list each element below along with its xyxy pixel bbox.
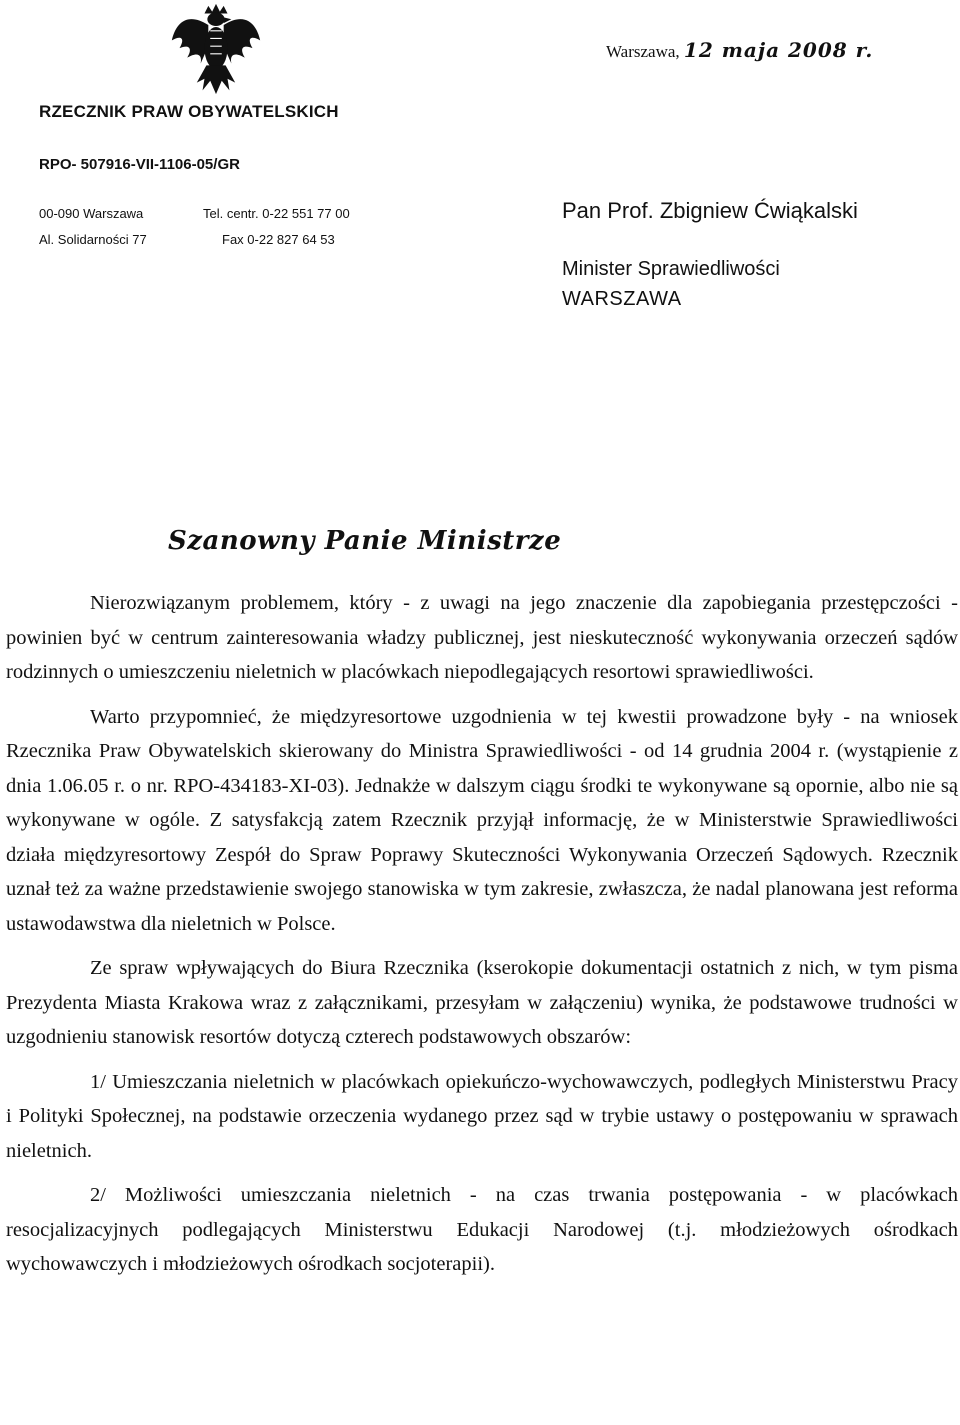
recipient-role: Minister Sprawiedliwości <box>562 258 780 280</box>
recipient-city: WARSZAWA <box>562 288 682 310</box>
address-line-1: 00-090 Warszawa <box>39 206 144 221</box>
place-and-date <box>606 38 873 62</box>
body-paragraph: Warto przypomnieć, że międzyresortowe uzgodnienia w tej kwestii prowadzone były - na wniosek Rzecznika Praw Obywatelskich skierowany do Ministra Sprawiedliwości - od 14 grudnia 2004 r. (wystąpienie z dnia 1.06.05 r. o nr. RPO-434183-XI-03). Jednakże w dalszym ciągu środki te wykonywane są opornie, albo nie są wykonywane w ogóle. Z satysfakcją zatem Rzecznik przyjął informację, że w Ministerstwie Sprawiedliwości działa międzyresortowy Zespół do Spraw Poprawy Skuteczności Wykonywania Orzeczeń Sądowych. Rzecznik uznał też za ważne przedstawienie swojego stanowiska w tym zakresie, zwłaszcza, że nadal planowana jest reforma ustawodawstwa dla nieletnich w Polsce. <box>6 705 958 935</box>
city-label: Warszawa, <box>606 42 680 61</box>
phone-number: Tel. centr. 0-22 551 77 00 <box>203 206 350 221</box>
reference-number: RPO- 507916-VII-1106-05/GR <box>39 156 240 173</box>
polish-eagle-emblem <box>168 2 264 98</box>
body-paragraph: Nierozwiązanym problemem, który - z uwagi na jego znaczenie dla zapobiegania przestępczości - powinien być w centrum zainteresowania władzy publicznej, jest nieskuteczność wykonywania orzeczeń sądów rodzinnych o umieszczeniu nieletnich w placówkach niepodlegających resortowi sprawiedliwości. <box>6 592 958 683</box>
handwritten-date: 12 maja 2008 r. <box>683 38 874 62</box>
recipient-name: Pan Prof. Zbigniew Ćwiąkalski <box>562 198 858 223</box>
body-paragraph: Ze spraw wpływających do Biura Rzecznika (kserokopie dokumentacji ostatnich z nich, w tym pisma Prezydenta Miasta Krakowa wraz z załącznikami, przesyłam w załączeniu) wynika, że podstawowe trudności w uzgodnieniu stanowisk resortów dotyczą czterech podstawowych obszarów: <box>6 957 958 1048</box>
fax-number: Fax 0-22 827 64 53 <box>222 232 335 247</box>
address-line-2: Al. Solidarności 77 <box>39 232 147 247</box>
institution-name: RZECZNIK PRAW OBYWATELSKICH <box>39 102 339 121</box>
list-item: 2/ Możliwości umieszczania nieletnich - na czas trwania postępowania - w placówkach resocjalizacyjnych podlegających Ministerstwu Edukacji Narodowej (t.j. młodzieżowych ośrodkach wychowawczych i młodzieżowych ośrodkach socjoterapii). <box>6 1184 958 1275</box>
list-item: 1/ Umieszczania nieletnich w placówkach opiekuńczo-wychowawczych, podległych Ministerstwu Pracy i Polityki Społecznej, na podstawie orzeczenia wydanego przez sąd w trybie ustawy o postępowaniu w sprawach nieletnich. <box>6 1070 958 1162</box>
handwritten-salutation: Szanowny Panie Ministrze <box>168 526 562 556</box>
letter-body <box>6 586 958 1282</box>
